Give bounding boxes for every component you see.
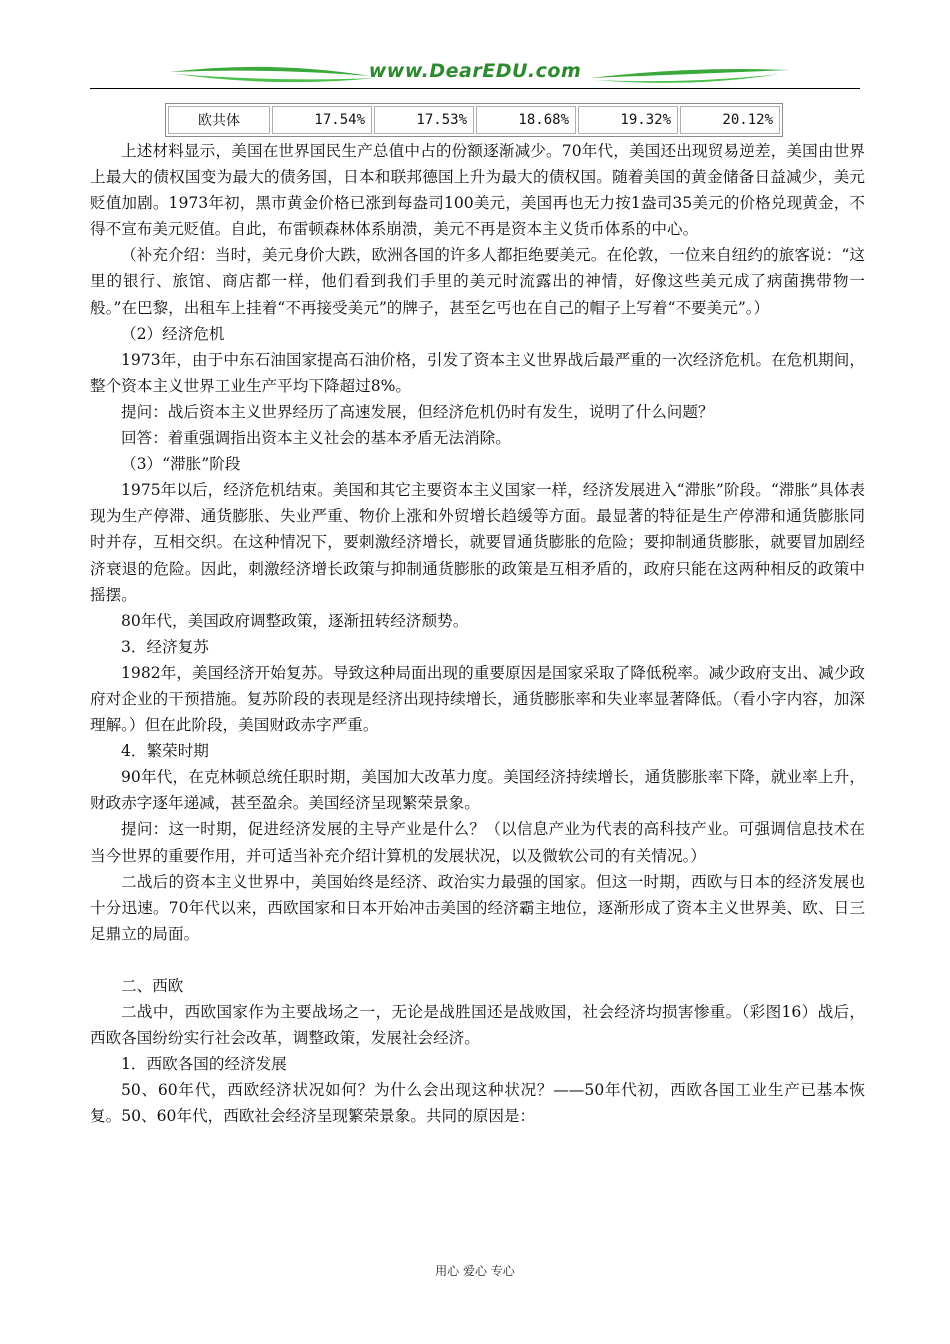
paragraph: 90年代，在克林顿总统任职时期，美国加大改革力度。美国经济持续增长，通货膨胀率下降，就业率上升，财政赤字逐年递减，甚至盈余。美国经济呈现繁荣景象。 [90,768,865,813]
section-heading: 3．经济复苏 [121,637,209,656]
blank-line [90,947,865,973]
paragraph: 二战后的资本主义世界中，美国始终是经济、政治实力最强的国家。但这一时期，西欧与日本的经济发展也十分迅速。70年代以来，西欧国家和日本开始冲击美国的经济霸主地位，逐渐形成了资本主义世界美、欧、日三足鼎立的局面。 [90,872,865,943]
table-cell: 17.54% [272,106,372,134]
section-heading: 1．西欧各国的经济发展 [121,1055,287,1074]
header-divider [90,88,860,89]
answer-paragraph: 回答：着重强调指出资本主义社会的基本矛盾无法消除。 [121,429,511,448]
paragraph: 50、60年代，西欧经济状况如何？为什么会出现这种状况？——50年代初，西欧各国工业生产已基本恢复。50、60年代，西欧社会经济呈现繁荣景象。共同的原因是： [90,1081,865,1126]
table-cell: 20.12% [680,106,780,134]
table-cell: 19.32% [578,106,678,134]
section-heading: （2）经济危机 [121,324,225,343]
paragraph: 1982年，美国经济开始复苏。导致这种局面出现的重要原因是国家采取了降低税率。减少政府支出、减少政府对企业的干预措施。复苏阶段的表现是经济出现持续增长，通货膨胀率和失业率显著降低。（看小字内容，加深理解。）但在此阶段，美国财政赤字严重。 [90,663,865,735]
document-body [90,138,865,1129]
table-cell: 18.68% [476,106,576,134]
paragraph: 上述材料显示，美国在世界国民生产总值中占的份额逐渐减少。70年代，美国还出现贸易逆差，美国由世界上最大的债权国变为最大的债务国，日本和联邦德国上升为最大的债权国。随着美国的黄金储备日益减少，美元贬值加剧。1973年初，黑市黄金价格已涨到每盎司100美元，美国再也无力按1盎司35美元的价格兑现黄金，不得不宣布美元贬值。自此，布雷顿森林体系崩溃，美元不再是资本主义货币体系的中心。 [90,142,865,239]
section-heading: 二、西欧 [121,976,184,995]
table-row [168,106,780,134]
paragraph: （补充介绍：当时，美元身价大跌，欧洲各国的许多人都拒绝要美元。在伦敦，一位来自纽约的旅客说：“这里的银行、旅馆、商店都一样，他们看到我们手里的美元时流露出的神情，好像这些美元成了病菌携带物一般。”在巴黎，出租车上挂着“不再接受美元”的牌子，甚至乞丐也在自己的帽子上写着“不要美元”。） [90,246,865,317]
paragraph: 80年代，美国政府调整政策，逐渐扭转经济颓势。 [121,611,469,630]
site-logo-text[interactable]: www.DearEDU.com [368,60,582,82]
row-label: 欧共体 [168,106,270,134]
section-heading: 4．繁荣时期 [121,742,209,761]
paragraph: 1975年以后，经济危机结束。美国和其它主要资本主义国家一样，经济发展进入“滞胀”阶段。“滞胀”具体表现为生产停滞、通货膨胀、失业严重、物价上涨和外贸增长趋缓等方面。最显著的特征是生产停滞和通货膨胀同时并存，互相交织。在这种情况下，要刺激经济增长，就要冒通货膨胀的危险；要抑制通货膨胀，就要冒加剧经济衰退的危险。因此，刺激经济增长政策与抑制通货膨胀的政策是互相矛盾的，政府只能在这两种相反的政策中摇摆。 [90,481,865,604]
question-paragraph: 提问：战后资本主义世界经历了高速发展，但经济危机仍时有发生，说明了什么问题？ [121,402,714,421]
table-cell: 17.53% [374,106,474,134]
question-paragraph: 提问：这一时期，促进经济发展的主导产业是什么？（以信息产业为代表的高科技产业。可强调信息技术在当今世界的重要作用，并可适当补充介绍计算机的发展状况，以及微软公司的有关情况。） [90,820,865,865]
site-header [90,58,860,92]
page-footer: 用心 爱心 专心 [435,1264,515,1278]
paragraph: 二战中，西欧国家作为主要战场之一，无论是战胜国还是战败国，社会经济均损害惨重。（彩图16）战后，西欧各国纷纷实行社会改革，调整政策，发展社会经济。 [90,1003,865,1048]
paragraph: 1973年，由于中东石油国家提高石油价格，引发了资本主义世界战后最严重的一次经济危机。在危机期间，整个资本主义世界工业生产平均下降超过8%。 [90,350,865,395]
section-heading: （3）“滞胀”阶段 [121,455,241,474]
gdp-share-table [165,103,783,137]
